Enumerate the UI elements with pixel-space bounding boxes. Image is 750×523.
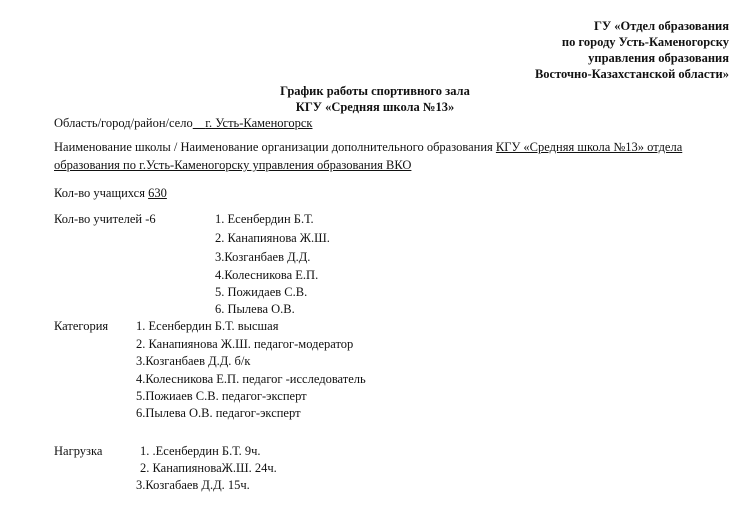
students-row: [54, 185, 167, 201]
school-row: [54, 139, 682, 155]
teacher-item: 4.Колесникова Е.П.: [215, 268, 319, 282]
category-item: 3.Козганбаев Д.Д. б/к: [136, 354, 251, 368]
region-label: Область/город/район/село: [54, 116, 193, 130]
category-item: 6.Пылева О.В. педагог-эксперт: [136, 406, 301, 420]
load-item: 1. .Есенбердин Б.Т. 9ч.: [140, 444, 261, 458]
header-org-line: управления образования: [588, 51, 729, 65]
header-org-line: ГУ «Отдел образования: [594, 19, 729, 33]
category-item: 5.Пожиаев С.В. педагог-эксперт: [136, 389, 307, 403]
school-value-cont: образования по г.Усть-Каменогорску управления образования ВКО: [54, 158, 412, 172]
students-value: 630: [148, 186, 167, 200]
teacher-item: 3.Козганбаев Д.Д.: [215, 250, 311, 264]
school-label: Наименование школы / Наименование организации дополнительного образования: [54, 140, 493, 154]
teacher-item: 6. Пылева О.В.: [215, 302, 295, 316]
load-item: 3.Козгабаев Д.Д. 15ч.: [136, 478, 250, 492]
students-label: Кол-во учащихся: [54, 186, 145, 200]
category-item: 4.Колесникова Е.П. педагог -исследователь: [136, 372, 366, 386]
region-value: г. Усть-Каменогорск: [205, 116, 313, 130]
teacher-item: 2. Канапиянова Ж.Ш.: [215, 231, 330, 245]
category-item: 1. Есенбердин Б.Т. высшая: [136, 319, 279, 333]
header-org-line: по городу Усть-Каменогорску: [561, 35, 729, 49]
teacher-item: 1. Есенбердин Б.Т.: [215, 212, 314, 226]
document-subtitle: КГУ «Средняя школа №13»: [295, 100, 455, 114]
load-item: 2. КанапияноваЖ.Ш. 24ч.: [140, 461, 277, 475]
document-title: График работы спортивного зала: [280, 84, 470, 98]
teachers-label: Кол-во учителей -6: [54, 212, 156, 226]
school-value: КГУ «Средняя школа №13» отдела: [495, 140, 683, 154]
category-item: 2. Канапиянова Ж.Ш. педагог-модератор: [136, 337, 354, 351]
header-org-line: Восточно-Казахстанской области»: [534, 67, 729, 81]
teacher-item: 5. Пожидаев С.В.: [215, 285, 308, 299]
region-row: [54, 115, 312, 131]
category-label: Категория: [54, 319, 109, 333]
load-label: Нагрузка: [54, 444, 103, 458]
